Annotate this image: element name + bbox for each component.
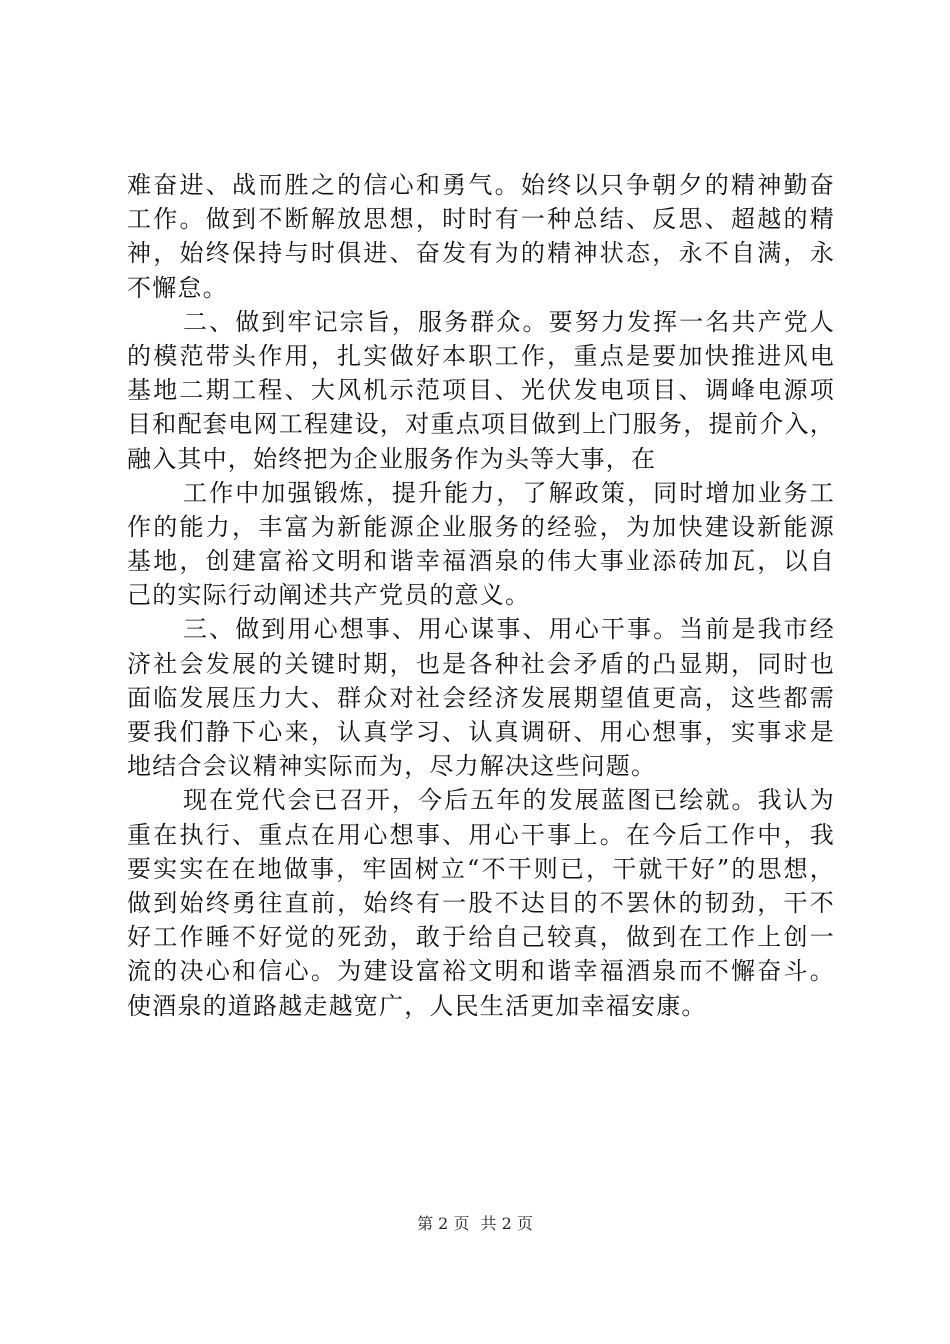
text-line: 工作中加强锻炼，提升能力，了解政策，同时增加业务工 bbox=[183, 478, 835, 507]
text-line: 基地，创建富裕文明和谐幸福酒泉的伟大事业添砖加瓦，以自 bbox=[127, 547, 835, 576]
text-line: 目和配套电网工程建设，对重点项目做到上门服务，提前介入， bbox=[127, 410, 835, 439]
text-line: 融入其中，始终把为企业服务作为头等大事，在 bbox=[127, 444, 657, 473]
text-line: 己的实际行动阐述共产党员的意义。 bbox=[127, 581, 531, 610]
text-line: 作的能力，丰富为新能源企业服务的经验，为加快建设新能源 bbox=[127, 512, 835, 541]
text-line: 不懈怠。 bbox=[127, 273, 228, 302]
text-line: 要我们静下心来，认真学习、认真调研、用心想事，实事求是 bbox=[127, 718, 835, 746]
text-line: 好工作睡不好觉的死劲，敢于给自己较真，做到在工作上创一 bbox=[127, 923, 835, 952]
text-line: 难奋进、战而胜之的信心和勇气。始终以只争朝夕的精神勤奋 bbox=[127, 171, 835, 199]
text-line: 重在执行、重点在用心想事、用心干事上。在今后工作中，我 bbox=[127, 820, 835, 849]
text-line: 做到始终勇往直前，始终有一股不达目的不罢休的韧劲，干不 bbox=[127, 888, 835, 917]
page-footer bbox=[0, 1214, 950, 1234]
text-line: 三、做到用心想事、用心谋事、用心干事。当前是我市经 bbox=[183, 615, 835, 644]
text-line: 要实实在在地做事，牢固树立“不干则已，干就干好”的思想， bbox=[127, 854, 835, 883]
text-line: 济社会发展的关键时期，也是各种社会矛盾的凸显期，同时也 bbox=[127, 649, 835, 678]
text-line: 地结合会议精神实际而为，尽力解决这些问题。 bbox=[127, 752, 657, 781]
text-line: 工作。做到不断解放思想，时时有一种总结、反思、超越的精 bbox=[127, 205, 835, 234]
text-line: 基地二期工程、大风机示范项目、光伏发电项目、调峰电源项 bbox=[127, 376, 835, 405]
text-line: 面临发展压力大、群众对社会经济发展期望值更高，这些都需 bbox=[127, 683, 835, 712]
text-line: 流的决心和信心。为建设富裕文明和谐幸福酒泉而不懈奋斗。 bbox=[127, 957, 835, 986]
text-line: 现在党代会已召开，今后五年的发展蓝图已绘就。我认为 bbox=[183, 786, 835, 815]
text-line: 神，始终保持与时俱进、奋发有为的精神状态，永不自满，永 bbox=[127, 239, 835, 268]
page-total: 共 2 页 bbox=[480, 1214, 533, 1233]
text-line: 的模范带头作用，扎实做好本职工作，重点是要加快推进风电 bbox=[127, 341, 835, 370]
text-line: 二、做到牢记宗旨，服务群众。要努力发挥一名共产党人 bbox=[183, 307, 835, 336]
page-number: 第 2 页 bbox=[417, 1214, 470, 1233]
document-body bbox=[127, 168, 835, 1023]
text-line: 使酒泉的道路越走越宽广，人民生活更加幸福安康。 bbox=[127, 991, 707, 1020]
